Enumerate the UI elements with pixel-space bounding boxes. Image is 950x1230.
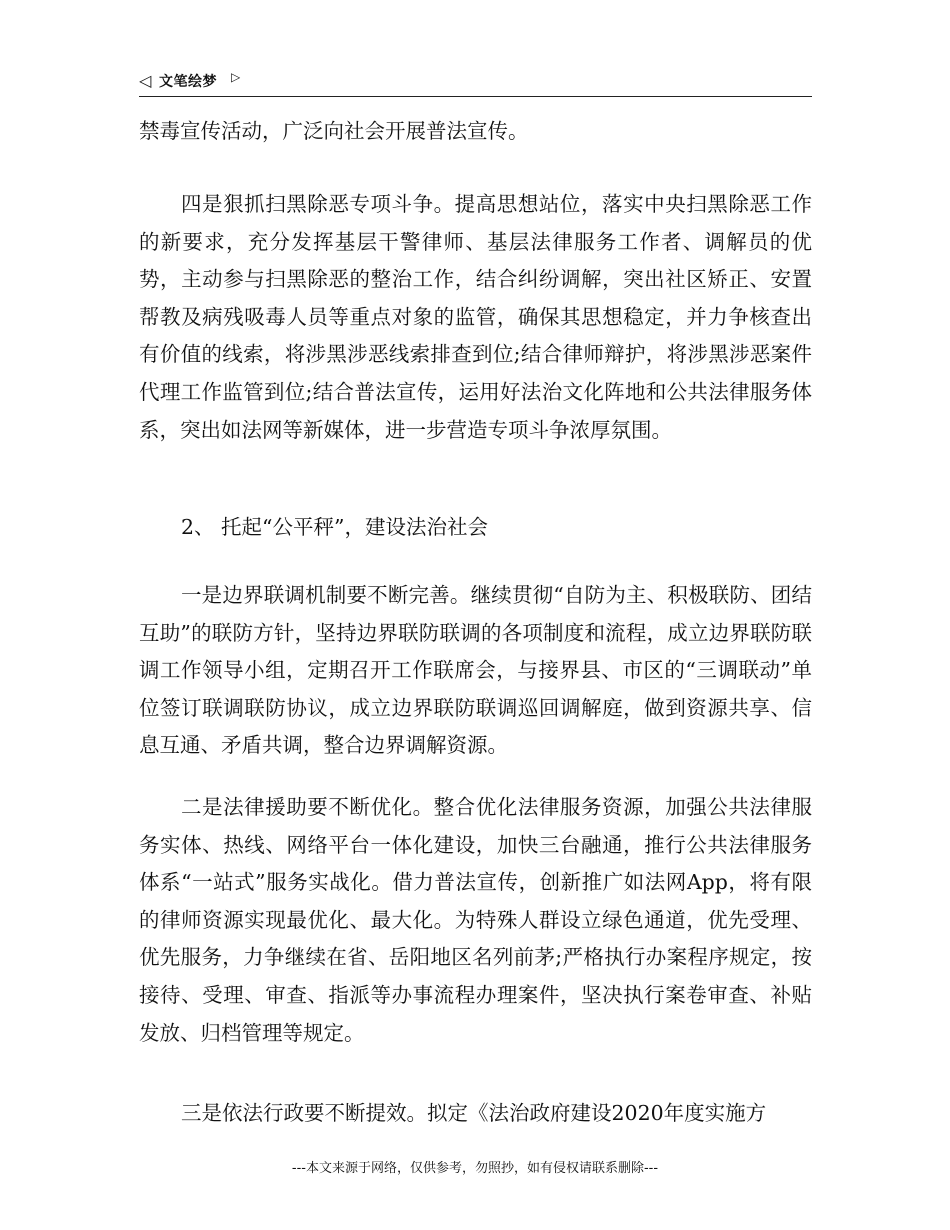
triangle-left-icon: ◁ xyxy=(139,71,152,90)
paragraph-continuation: 禁毒宣传活动，广泛向社会开展普法宣传。 xyxy=(139,119,529,143)
paragraph-anti-crime: 四是狠抓扫黑除恶专项斗争。提高思想站位，落实中央扫黑除恶工作的新要求，充分发挥基层干警律师、基层法律服务工作者、调解员的优势，主动参与扫黑除恶的整治工作，结合纠纷调解，突出社区矫正、安置帮教及病残吸毒人员等重点对象的监管，确保其思想稳定，并力争核查出有价值的线索，将涉黑涉恶线索排查到位;结合律师辩护，将涉黑涉恶案件代理工作监管到位;结合普法宣传，运用好法治文化阵地和公共法律服务体系，突出如法网等新媒体，进一步营造专项斗争浓厚氛围。 xyxy=(139,192,812,442)
footer-disclaimer: ---本文来源于网络，仅供参考，勿照抄，如有侵权请联系删除--- xyxy=(291,1161,659,1176)
paragraph-legal-aid: 二是法律援助要不断优化。整合优化法律服务资源，加强公共法律服务实体、热线、网络平台一体化建设，加快三台融通，推行公共法律服务体系“一站式”服务实战化。借力普法宣传，创新推广如法网App，将有限的律师资源实现最优化、最大化。为特殊人群设立绿色通道，优先受理、优先服务，力争继续在省、岳阳地区名列前茅;严格执行办案程序规定，按接待、受理、审查、指派等办事流程办理案件，坚决执行案卷审查、补贴发放、归档管理等规定。 xyxy=(139,795,812,1045)
section-heading: 2、 托起“公平秤”，建设法治社会 xyxy=(181,515,489,539)
paragraph-administration: 三是依法行政要不断提效。拟定《法治政府建设2020年度实施方 xyxy=(181,1101,767,1125)
header-title: 文笔绘梦 xyxy=(159,74,217,90)
page-header xyxy=(139,68,812,97)
paragraph-border-mediation: 一是边界联调机制要不断完善。继续贯彻“自防为主、积极联防、团结互助”的联防方针，坚持边界联防联调的各项制度和流程，成立边界联防联调工作领导小组，定期召开工作联席会，与接界县、市区的“三调联动”单位签订联调联防协议，成立边界联防联调巡回调解庭，做到资源共享、信息互通、矛盾共调，整合边界调解资源。 xyxy=(139,583,812,758)
triangle-right-icon: ▷ xyxy=(231,70,241,84)
